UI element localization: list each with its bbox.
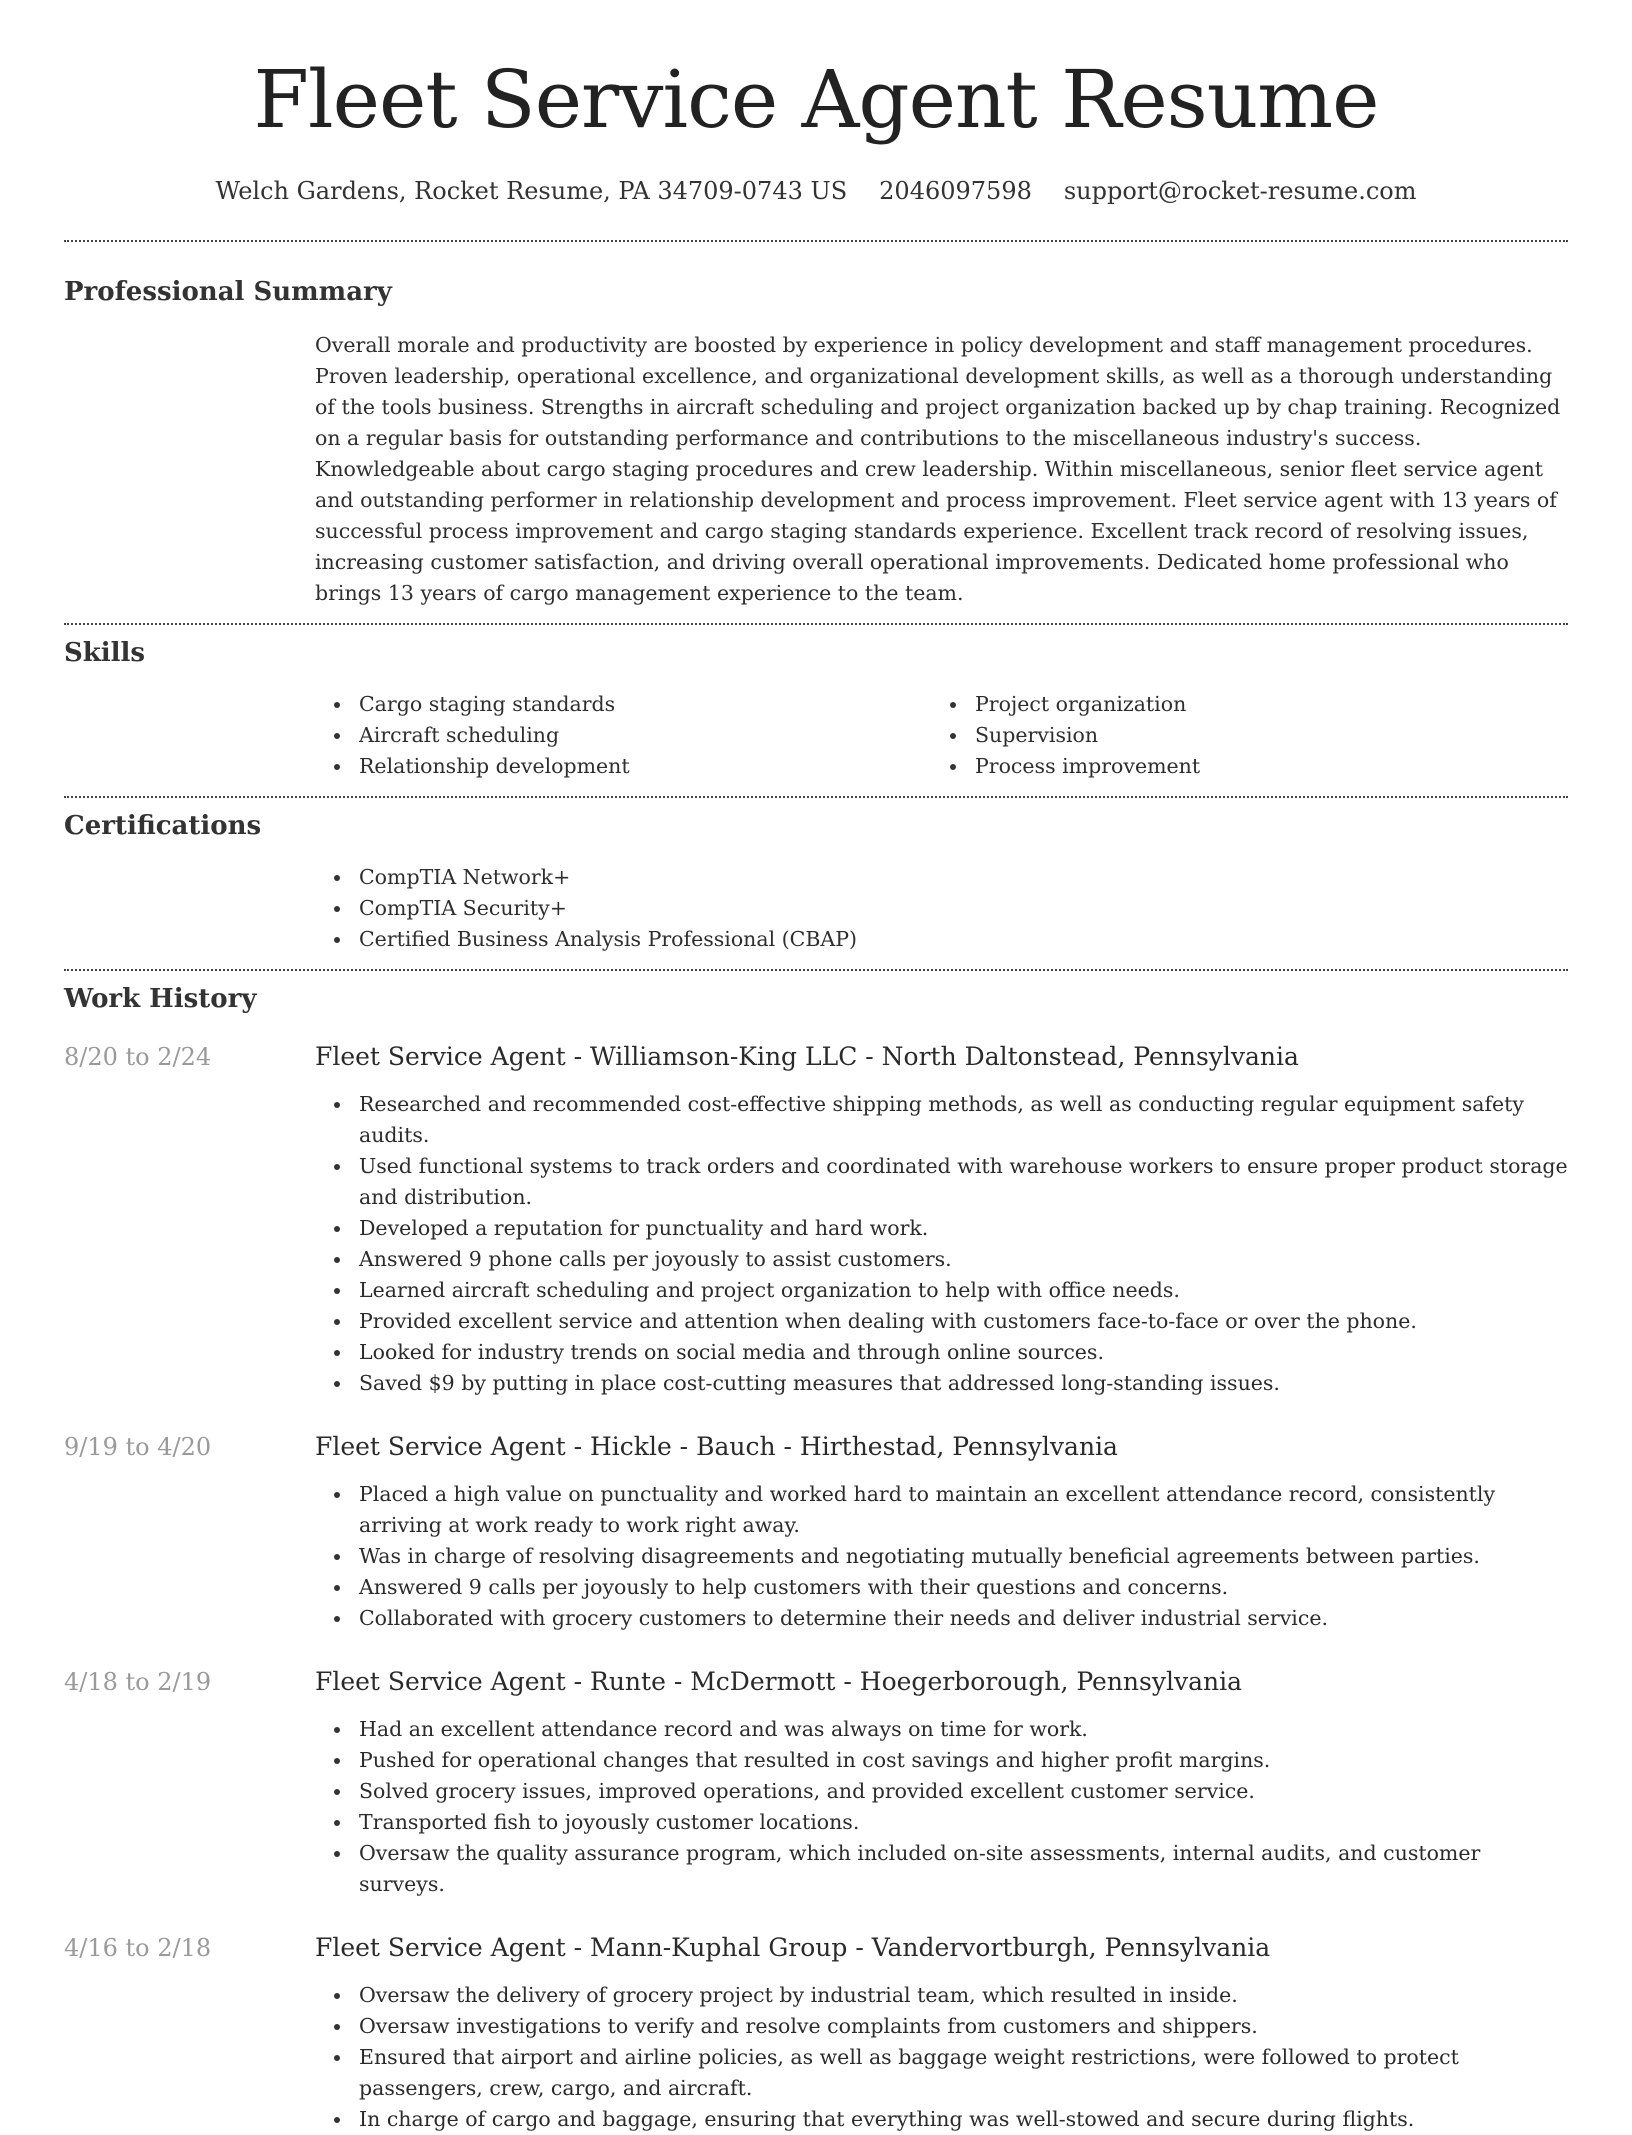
job-title: Fleet Service Agent - Runte - McDermott - Hoegerborough, Pennsylvania [315, 1667, 1243, 1696]
job-bullets [315, 1089, 1568, 1399]
skills-section [64, 625, 1568, 796]
job-bullet: Researched and recommended cost-effective shipping methods, as well as conducting regular equipment safety audits. [315, 1089, 1568, 1151]
job-bullets [315, 1479, 1568, 1634]
job-bullet: Used functional systems to track orders and coordinated with warehouse workers to ensure proper product storage and distribution. [315, 1151, 1568, 1213]
job-bullet: Answered 9 phone calls per joyously to assist customers. [315, 1244, 1568, 1275]
job-bullet: Oversaw the delivery of grocery project by industrial team, which resulted in inside. [315, 1980, 1568, 2011]
job-bullet: Answered 9 calls per joyously to help customers with their questions and concerns. [315, 1572, 1568, 1603]
skill-item: Cargo staging standards [315, 689, 931, 720]
contact-line [64, 176, 1568, 206]
job-bullet: Looked for industry trends on social media and through online sources. [315, 1337, 1568, 1368]
contact-phone: 2046097598 [879, 177, 1032, 205]
job-bullet: Provided excellent service and attention when dealing with customers face-to-face or over the phone. [315, 1306, 1568, 1337]
job-bullet: Oversaw the quality assurance program, which included on-site assessments, internal audits, and customer surveys. [315, 1838, 1568, 1900]
skill-item: Process improvement [931, 751, 1568, 782]
job-bullet: Transported fish to joyously customer locations. [315, 1807, 1568, 1838]
work-history-section [64, 971, 1568, 2135]
certifications-list [315, 862, 1568, 955]
certification-item: CompTIA Security+ [315, 893, 1568, 924]
job-bullet: Saved $9 by putting in place cost-cutting measures that addressed long-standing issues. [315, 1368, 1568, 1399]
skill-item: Aircraft scheduling [315, 720, 931, 751]
job-entry [64, 1666, 1568, 1900]
job-entry [64, 1431, 1568, 1634]
job-bullet: Had an excellent attendance record and was always on time for work. [315, 1714, 1568, 1745]
page-title: Fleet Service Agent Resume [253, 53, 1379, 146]
job-entry [64, 1041, 1568, 1399]
job-bullet: In charge of cargo and baggage, ensuring that everything was well-stowed and secure during flights. [315, 2104, 1568, 2135]
skills-list-right [931, 689, 1568, 782]
certification-item: CompTIA Network+ [315, 862, 1568, 893]
skill-item: Supervision [931, 720, 1568, 751]
certification-item: Certified Business Analysis Professional (CBAP) [315, 924, 1568, 955]
job-dates: 4/18 to 2/19 [64, 1668, 212, 1696]
job-title: Fleet Service Agent - Williamson-King LLC - North Daltonstead, Pennsylvania [315, 1042, 1299, 1071]
contact-email: support@rocket-resume.com [1063, 177, 1417, 205]
job-entry [64, 1932, 1568, 2135]
certifications-heading: Certifications [64, 811, 262, 841]
contact-address: Welch Gardens, Rocket Resume, PA 34709-0743 US [215, 177, 848, 205]
certifications-section [64, 798, 1568, 969]
job-bullets [315, 1714, 1568, 1900]
job-title: Fleet Service Agent - Hickle - Bauch - Hirthestad, Pennsylvania [315, 1432, 1118, 1461]
summary-text: Overall morale and productivity are boosted by experience in policy development and staff management procedures. Proven leadership, operational excellence, and organizational development skills, as well as a thorough understanding of the tools business. Strengths in aircraft scheduling and project organization backed up by chap training. Recognized on a regular basis for outstanding performance and contributions to the miscellaneous industry's success. Knowledgeable about cargo staging procedures and crew leadership. Within miscellaneous, senior fleet service agent and outstanding performer in relationship development and process improvement. Fleet service agent with 13 years of successful process improvement and cargo staging standards experience. Excellent track record of resolving issues, increasing customer satisfaction, and driving overall operational improvements. Dedicated home professional who brings 13 years of cargo management experience to the team. [315, 333, 1561, 605]
job-bullet: Pushed for operational changes that resulted in cost savings and higher profit margins. [315, 1745, 1568, 1776]
job-title: Fleet Service Agent - Mann-Kuphal Group - Vandervortburgh, Pennsylvania [315, 1933, 1271, 1962]
summary-heading: Professional Summary [64, 277, 392, 307]
work-history-heading: Work History [64, 984, 257, 1014]
summary-section [64, 242, 1568, 623]
job-bullet: Ensured that airport and airline policies, as well as baggage weight restrictions, were followed to protect passengers, crew, cargo, and aircraft. [315, 2042, 1568, 2104]
job-bullet: Collaborated with grocery customers to determine their needs and deliver industrial service. [315, 1603, 1568, 1634]
job-bullet: Solved grocery issues, improved operations, and provided excellent customer service. [315, 1776, 1568, 1807]
skills-heading: Skills [64, 638, 146, 668]
job-bullet: Developed a reputation for punctuality and hard work. [315, 1213, 1568, 1244]
job-bullet: Learned aircraft scheduling and project organization to help with office needs. [315, 1275, 1568, 1306]
job-bullet: Oversaw investigations to verify and resolve complaints from customers and shippers. [315, 2011, 1568, 2042]
job-dates: 8/20 to 2/24 [64, 1043, 212, 1071]
job-bullet: Placed a high value on punctuality and worked hard to maintain an excellent attendance record, consistently arriving at work ready to work right away. [315, 1479, 1568, 1541]
job-dates: 9/19 to 4/20 [64, 1433, 212, 1461]
skill-item: Project organization [931, 689, 1568, 720]
skill-item: Relationship development [315, 751, 931, 782]
job-bullets [315, 1980, 1568, 2135]
job-dates: 4/16 to 2/18 [64, 1934, 212, 1962]
skills-list-left [315, 689, 931, 782]
job-bullet: Was in charge of resolving disagreements and negotiating mutually beneficial agreements between parties. [315, 1541, 1568, 1572]
